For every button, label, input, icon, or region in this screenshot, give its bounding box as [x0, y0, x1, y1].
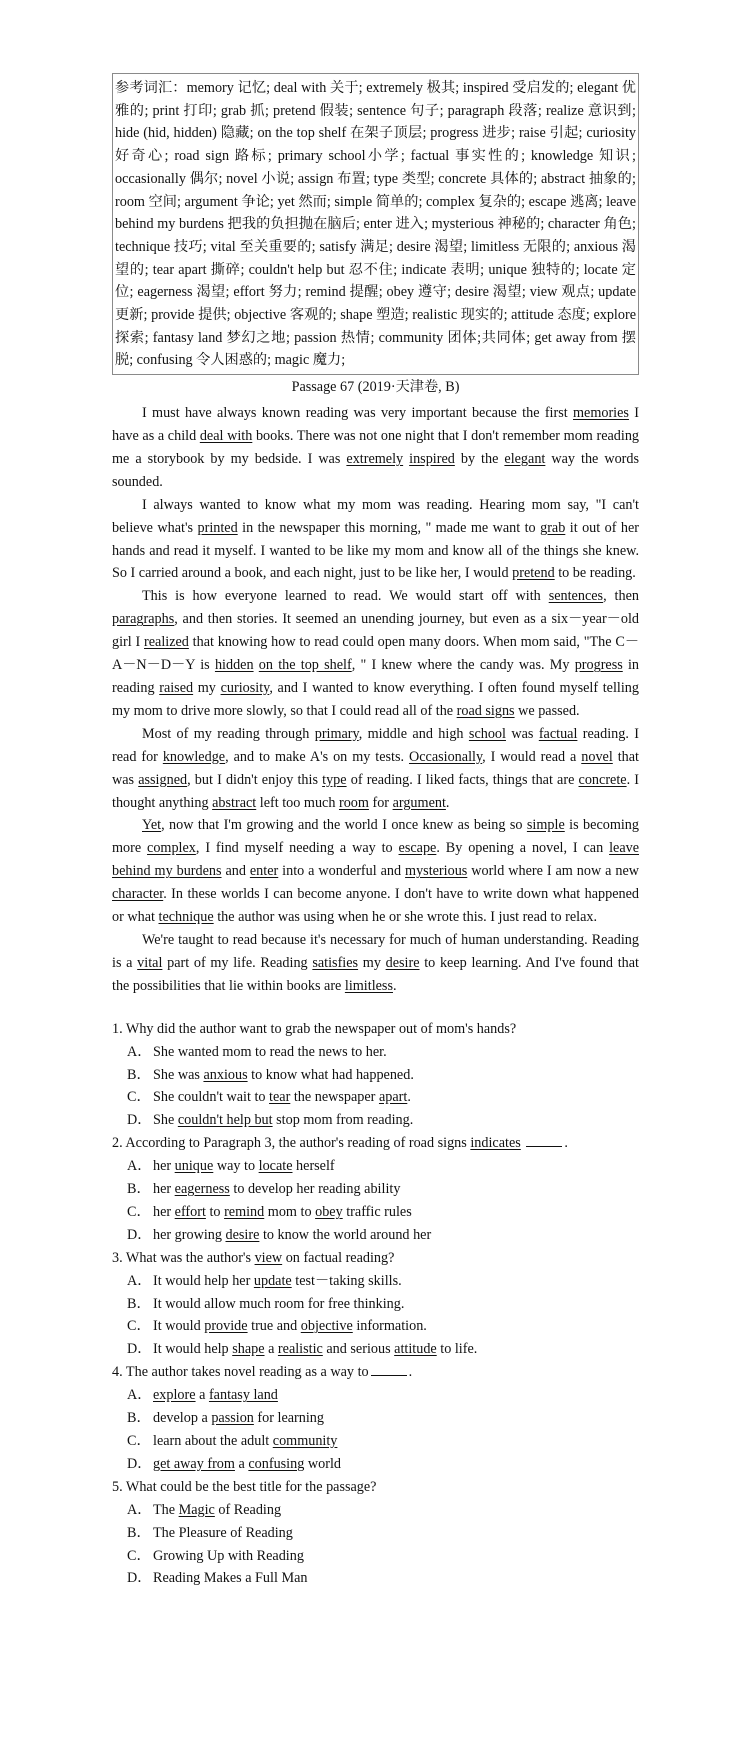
- vocab-term: attitude: [394, 1341, 437, 1358]
- vocab-term: limitless: [344, 977, 393, 994]
- question-stem: 1. Why did the author want to grab the newspaper out of mom's hands?: [112, 1020, 517, 1037]
- vocab-term: objective: [300, 1318, 353, 1335]
- vocab-term: community: [272, 1433, 338, 1450]
- vocab-term: pretend: [512, 565, 555, 582]
- answer-option: B． develop a passion for learning: [127, 1407, 639, 1430]
- vocab-term: shape: [232, 1341, 265, 1358]
- option-letter: D．: [127, 1226, 152, 1243]
- vocab-term: satisfies: [312, 954, 359, 971]
- vocab-term: memories: [573, 405, 629, 422]
- answer-option: B． her eagerness to develop her reading ability: [127, 1178, 639, 1201]
- vocab-term: on the top shelf: [258, 657, 352, 674]
- answer-option: C． It would provide true and objective information.: [127, 1315, 639, 1338]
- option-letter: A．: [127, 1272, 152, 1289]
- paragraph: I must have always known reading was very important because the first memories I have as a child deal with books. There was not one night that I don't remember mom reading me a storybook by my bedside. I was extremely inspired by the elegant way the words sounded.: [112, 405, 640, 490]
- option-letter: C．: [127, 1547, 151, 1564]
- vocab-term: deal with: [199, 428, 253, 445]
- question-stem: 2. According to Paragraph 3, the author's reading of road signs indicates .: [112, 1135, 568, 1152]
- vocab-term: sentences: [548, 588, 604, 605]
- vocab-term: paragraphs: [112, 611, 175, 628]
- vocab-term: explore: [153, 1387, 196, 1404]
- answer-option: D． her growing desire to know the world around her: [127, 1224, 639, 1247]
- vocab-term: type: [322, 771, 347, 788]
- vocab-term: leave behind my burdens: [112, 840, 640, 880]
- answer-option: A． She wanted mom to read the news to her.: [127, 1041, 639, 1064]
- question-stem: 5. What could be the best title for the passage?: [112, 1478, 377, 1495]
- vocab-term: primary: [314, 725, 359, 742]
- vocab-term: grab: [540, 519, 566, 536]
- question-stem: 4. The author takes novel reading as a way to .: [112, 1364, 413, 1381]
- answer-option: D． It would help shape a realistic and serious attitude to life.: [127, 1338, 639, 1361]
- vocab-term: eagerness: [174, 1181, 230, 1198]
- vocab-term: realized: [144, 634, 189, 651]
- vocab-term: desire: [225, 1226, 260, 1243]
- option-letter: B．: [127, 1066, 151, 1083]
- vocab-term: locate: [258, 1158, 293, 1175]
- answer-option: C． Growing Up with Reading: [127, 1545, 639, 1568]
- vocab-term: progress: [574, 657, 623, 674]
- option-letter: A．: [127, 1158, 152, 1175]
- passage-body: [112, 402, 639, 998]
- answer-blank: [526, 1134, 562, 1147]
- vocab-term: curiosity: [220, 680, 270, 697]
- option-letter: D．: [127, 1341, 152, 1358]
- option-letter: B．: [127, 1181, 151, 1198]
- vocab-term: knowledge: [162, 748, 226, 765]
- answer-option: D． She couldn't help but stop mom from reading.: [127, 1109, 639, 1132]
- vocab-term: raised: [159, 680, 194, 697]
- vocab-term: Magic: [178, 1501, 215, 1518]
- vocab-term: hidden: [214, 657, 254, 674]
- questions-section: [112, 1018, 639, 1591]
- paragraph: Most of my reading through primary, middle and high school was factual reading. I read for knowledge, and to make A's on my tests. Occasionally, I would read a novel that was assigned, but I didn't enjoy this type of reading. I liked facts, things that are concrete. I thought anything abstract left too much room for argument.: [112, 725, 639, 811]
- answer-option: B． It would allow much room for free thinking.: [127, 1293, 639, 1316]
- vocab-term: desire: [385, 954, 420, 971]
- vocab-term: unique: [174, 1158, 214, 1175]
- answer-option: C． She couldn't wait to tear the newspaper apart.: [127, 1086, 639, 1109]
- vocab-term: effort: [174, 1203, 206, 1220]
- vocabulary-box: [112, 73, 639, 375]
- answer-option: C． learn about the adult community: [127, 1430, 639, 1453]
- option-letter: A．: [127, 1501, 152, 1518]
- answer-option: A． It would help her update test－taking skills.: [127, 1270, 639, 1293]
- vocab-term: inspired: [409, 450, 455, 467]
- option-letter: A．: [127, 1043, 152, 1060]
- vocab-term: view: [254, 1249, 283, 1266]
- option-letter: B．: [127, 1524, 151, 1541]
- vocab-term: Yet: [142, 817, 162, 834]
- answer-option: C． her effort to remind mom to obey traffic rules: [127, 1201, 639, 1224]
- option-letter: A．: [127, 1387, 152, 1404]
- vocab-term: escape: [398, 840, 437, 857]
- vocab-term: simple: [526, 817, 565, 834]
- option-letter: B．: [127, 1295, 151, 1312]
- vocab-term: fantasy land: [208, 1387, 278, 1404]
- vocab-term: concrete: [578, 771, 627, 788]
- vocab-term: indicates: [470, 1135, 521, 1152]
- option-letter: B．: [127, 1410, 151, 1427]
- vocab-term: extremely: [346, 450, 404, 467]
- answer-option: A． explore a fantasy land: [127, 1384, 639, 1407]
- vocab-term: couldn't help but: [177, 1112, 273, 1129]
- vocab-term: printed: [197, 519, 238, 536]
- vocab-term: school: [468, 725, 506, 742]
- vocab-term: abstract: [212, 794, 257, 811]
- vocab-term: update: [253, 1272, 292, 1289]
- vocab-term: passion: [211, 1410, 254, 1427]
- answer-option: D． Reading Makes a Full Man: [127, 1567, 639, 1590]
- paragraph: This is how everyone learned to read. We would start off with sentences, then paragraphs, and then stories. It seemed an unending journey, but even as a six－year－old girl I realized that knowing how to read could open many doors. When mom said, "The C－A－N－D－Y is hidden on the top shelf, " I knew where the candy was. My progress in reading raised my curiosity, and I wanted to know everything. I often found myself telling my mom to drive more slowly, so that I could read all of the road signs we passed.: [112, 588, 640, 719]
- vocab-term: provide: [204, 1318, 248, 1335]
- answer-option: B． She was anxious to know what had happened.: [127, 1064, 639, 1087]
- answer-option: B． The Pleasure of Reading: [127, 1522, 639, 1545]
- vocab-term: get away from: [153, 1455, 235, 1472]
- vocabulary-text: 参考词汇：memory 记忆; deal with 关于; extremely 极其; inspired 受启发的; elegant 优雅的; print 打印; grab 抓; pretend 假装; sentence 句子; paragraph 段落; realize 意识到; hide (hid, hidden) 隐藏; on the top shelf 在架子顶层; progress 进步; raise 引起; curiosity 好奇心; road sign 路标; primary school小学; factual 事实性的; knowledge 知识; occasionally 偶尔; novel 小说; assign 布置; type 类型; concrete 具体的; abstract 抽象的; room 空间; argument 争论; yet 然而; simple 简单的; complex 复杂的; escape 逃离; leave behind my burdens 把我的负担抛在脑后; enter 进入; mysterious 神秘的; character 角色; technique 技巧; vital 至关重要的; satisfy 满足; desire 渴望; limitless 无限的; anxious 渴望的; tear apart 撕碎; couldn't help but 忍不住; indicate 表明; unique 独特的; locate 定位; eagerness 渴望; effort 努力; remind 提醒; obey 遵守; desire 渴望; view 观点; update 更新; provide 提供; objective 客观的; shape 塑造; realistic 现实的; attitude 态度; explore 探索; fantasy land 梦幻之地; passion 热情; community 团体;共同体; get away from 摆脱; confusing 令人困惑的; magic 魔力;: [115, 80, 636, 369]
- vocab-term: realistic: [277, 1341, 323, 1358]
- question-stem: 3. What was the author's view on factual reading?: [112, 1249, 395, 1266]
- vocab-term: apart: [378, 1089, 408, 1106]
- vocab-term: factual: [538, 725, 578, 742]
- vocab-term: vital: [137, 954, 163, 971]
- vocab-term: Occasionally: [408, 748, 483, 765]
- paragraph: We're taught to read because it's necessary for much of human understanding. Reading is a vital part of my life. Reading satisfies my desire to keep learning. And I've found that the possibilities that lie within books are limitless.: [112, 931, 639, 994]
- paragraph: Yet, now that I'm growing and the world I once knew as being so simple is becoming more complex, I find myself needing a way to escape. By opening a novel, I can leave behind my burdens and enter into a wonderful and mysterious world where I am now a new character. In these worlds I can become anyone. I don't have to write down what happened or what technique the author was using when he or she wrote this. I just read to relax.: [112, 817, 640, 926]
- vocab-term: novel: [581, 748, 613, 765]
- vocab-term: remind: [224, 1203, 265, 1220]
- vocab-term: room: [338, 794, 369, 811]
- option-letter: D．: [127, 1570, 152, 1587]
- vocab-term: tear: [269, 1089, 291, 1106]
- vocab-term: enter: [249, 863, 279, 880]
- vocab-term: complex: [147, 840, 196, 857]
- option-letter: C．: [127, 1318, 151, 1335]
- option-letter: D．: [127, 1112, 152, 1129]
- answer-option: A． her unique way to locate herself: [127, 1155, 639, 1178]
- vocab-term: character: [112, 886, 164, 903]
- vocab-term: argument: [392, 794, 446, 811]
- answer-blank: [371, 1363, 407, 1376]
- vocab-term: road signs: [456, 702, 515, 719]
- vocab-term: obey: [315, 1203, 343, 1220]
- vocab-term: confusing: [248, 1455, 305, 1472]
- answer-option: A． The Magic of Reading: [127, 1499, 639, 1522]
- option-letter: C．: [127, 1203, 151, 1220]
- paragraph: I always wanted to know what my mom was reading. Hearing mom say, "I can't believe what's printed in the newspaper this morning, " made me want to grab it out of her hands and read it myself. I wanted to be like my mom and know all of the things she knew. So I carried around a book, and each night, just to be like her, I would pretend to be reading.: [112, 496, 639, 582]
- option-letter: C．: [127, 1433, 151, 1450]
- document-page: [112, 73, 639, 1590]
- vocab-term: elegant: [504, 450, 546, 467]
- option-letter: C．: [127, 1089, 151, 1106]
- vocab-term: assigned: [138, 771, 188, 788]
- option-letter: D．: [127, 1455, 152, 1472]
- answer-option: D． get away from a confusing world: [127, 1453, 639, 1476]
- vocab-term: anxious: [203, 1066, 248, 1083]
- vocab-term: mysterious: [405, 863, 468, 880]
- passage-title: Passage 67 (2019·天津卷, B): [291, 379, 460, 396]
- vocab-term: technique: [158, 909, 214, 926]
